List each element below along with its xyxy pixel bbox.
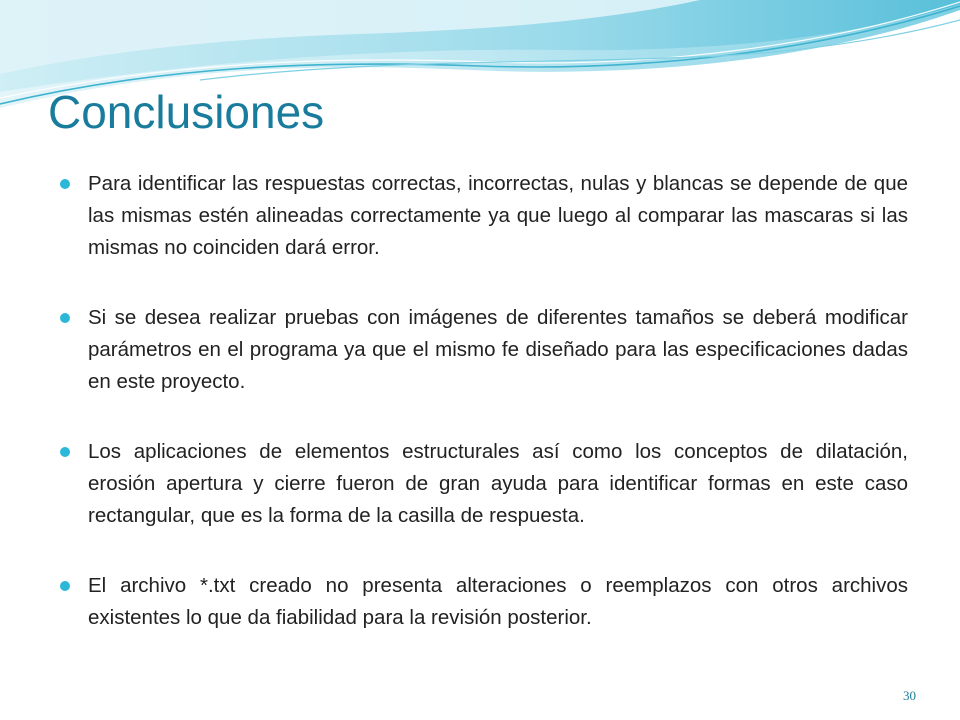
bullet-item — [58, 168, 908, 264]
bullet-marker-icon — [60, 179, 70, 189]
bullet-list — [58, 168, 908, 634]
bullet-item — [58, 570, 908, 634]
bullet-text: Los aplicaciones de elementos estructurales así como los conceptos de dilatación, erosión apertura y cierre fueron de gran ayuda para identificar formas en este caso rectangular, que es la forma de la casilla de respuesta. — [88, 440, 908, 527]
bullet-marker-icon — [60, 581, 70, 591]
slide-title: Conclusiones — [48, 86, 325, 138]
bullet-marker-icon — [60, 447, 70, 457]
bullet-item — [58, 302, 908, 398]
page-number: 30 — [903, 688, 916, 703]
bullet-item — [58, 436, 908, 532]
bullet-text: El archivo *.txt creado no presenta alteraciones o reemplazos con otros archivos existentes lo que da fiabilidad para la revisión posterior. — [88, 574, 908, 629]
bullet-marker-icon — [60, 313, 70, 323]
bullet-text: Si se desea realizar pruebas con imágenes de diferentes tamaños se deberá modificar parámetros en el programa ya que el mismo fe diseñado para las especificaciones dadas en este proyecto. — [88, 306, 908, 393]
bullet-text: Para identificar las respuestas correctas, incorrectas, nulas y blancas se depende de que las mismas estén alineadas correctamente ya que luego al comparar las mascaras si las mismas no coinciden dará error. — [88, 172, 908, 259]
